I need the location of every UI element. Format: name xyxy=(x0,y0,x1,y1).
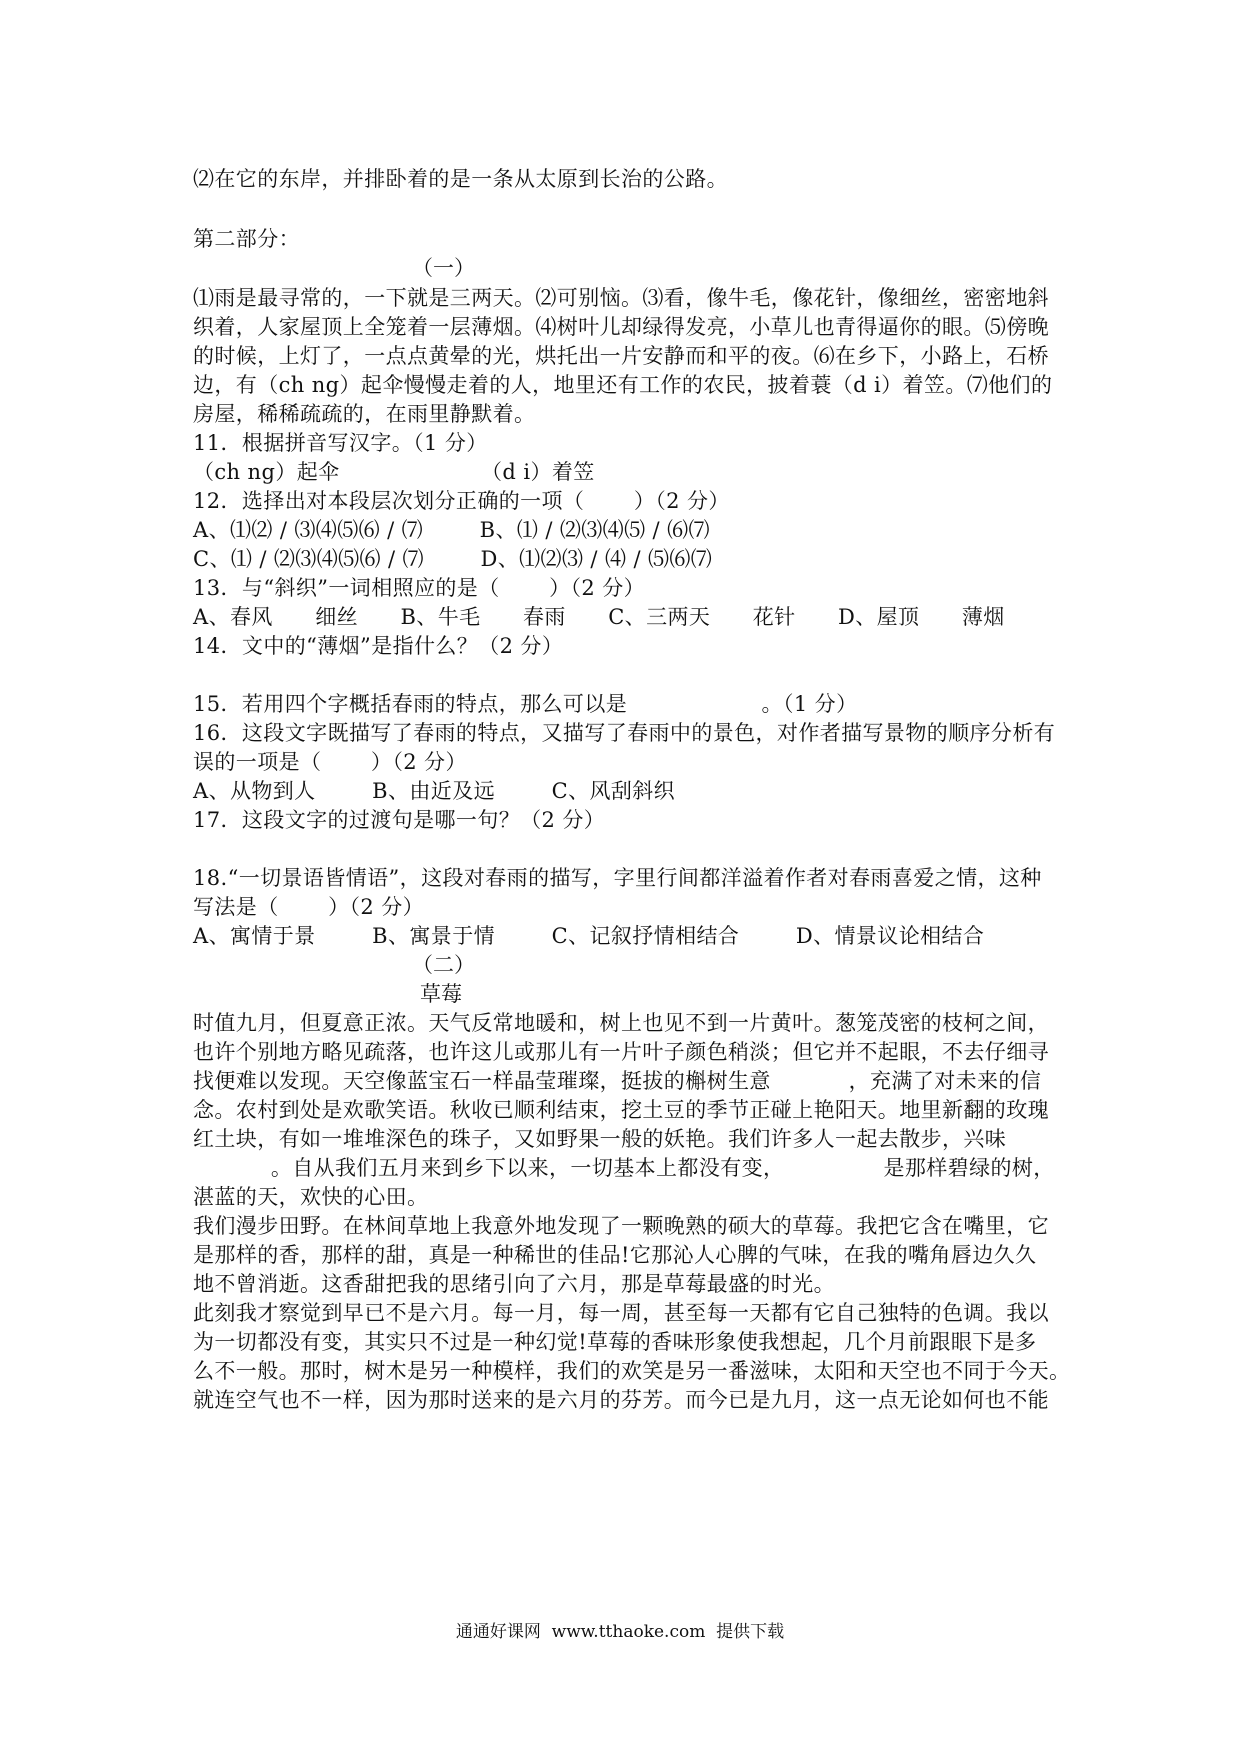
question-18-options: A、寓情于景 B、寓景于情 C、记叙抒情相结合 D、情景议论相结合 xyxy=(193,924,985,948)
question-13: 13．与“斜织”一词相照应的是（ ）（2 分） xyxy=(193,576,646,600)
question-16-cont: 误的一项是（ ）（2 分） xyxy=(193,750,467,774)
question-12: 12．选择出对本段层次划分正确的一项（ ）（2 分） xyxy=(193,489,730,513)
question-14: 14．文中的“薄烟”是指什么？（2 分） xyxy=(193,634,564,658)
passage-line: 红土块，有如一堆堆深色的珠子，又如野果一般的妖艳。我们许多人一起去散步，兴味 xyxy=(193,1127,1007,1151)
passage-line: 的时候，上灯了，一点点黄晕的光，烘托出一片安静而和平的夜。⑹在乡下，小路上，石桥 xyxy=(193,344,1049,368)
passage-line: 房屋，稀稀疏疏的，在雨里静默着。 xyxy=(193,402,536,426)
passage-line: 边，有（ch ng）起伞慢慢走着的人，地里还有工作的农民，披着蓑（d i）着笠。⑺他们的 xyxy=(193,373,1053,397)
question-16-options: A、从物到人 B、由近及远 C、风刮斜织 xyxy=(193,779,676,803)
question-15: 15．若用四个字概括春雨的特点，那么可以是 。（1 分） xyxy=(193,692,858,716)
passage-line: 念。农村到处是欢歌笑语。秋收已顺利结束，挖土豆的季节正碰上艳阳天。地里新翻的玫瑰 xyxy=(193,1098,1049,1122)
passage-line: 就连空气也不一样，因为那时送来的是六月的芬芳。而今已是九月，这一点无论如何也不能 xyxy=(193,1388,1049,1412)
passage-line: 是那样的香，那样的甜，真是一种稀世的佳品!它那沁人心脾的气味，在我的嘴角唇边久久 xyxy=(193,1243,1037,1267)
passage-line: 找便难以发现。天空像蓝宝石一样晶莹璀璨，挺拔的槲树生意 ，充满了对未来的信 xyxy=(193,1069,1042,1093)
subsection-heading: （一） xyxy=(412,256,475,280)
question-11: 11．根据拼音写汉字。（1 分） xyxy=(193,431,488,455)
question-12-options: A、⑴⑵ / ⑶⑷⑸⑹ / ⑺ B、⑴ / ⑵⑶⑷⑸ / ⑹⑺ xyxy=(193,518,710,542)
question-17: 17．这段文字的过渡句是哪一句？（2 分） xyxy=(193,808,606,832)
question-13-options: A、春风 细丝 B、牛毛 春雨 C、三两天 花针 D、屋顶 薄烟 xyxy=(193,605,1005,629)
passage-line: 湛蓝的天，欢快的心田。 xyxy=(193,1185,429,1209)
page-footer: 通通好课网 www.tthaoke.com 提供下载 xyxy=(455,1622,785,1642)
passage-line: 么不一般。那时，树木是另一种模样，我们的欢笑是另一番滋味，太阳和天空也不同于今天。 xyxy=(193,1359,1071,1383)
passage-line: ⑴雨是最寻常的，一下就是三两天。⑵可别恼。⑶看，像牛毛，像花针，像细丝，密密地斜 xyxy=(193,286,1049,310)
question-16: 16．这段文字既描写了春雨的特点，又描写了春雨中的景色，对作者描写景物的顺序分析有 xyxy=(193,721,1056,745)
passage-line: 地不曾消逝。这香甜把我的思绪引向了六月，那是草莓最盛的时光。 xyxy=(193,1272,835,1296)
section-heading: 第二部分： xyxy=(193,227,300,251)
passage-line: 。自从我们五月来到乡下以来，一切基本上都没有变， 是那样碧绿的树， xyxy=(193,1156,1055,1180)
passage-line: 此刻我才察觉到早已不是六月。每一月，每一周，甚至每一天都有它自己独特的色调。我以 xyxy=(193,1301,1049,1325)
question-12-options: C、⑴ / ⑵⑶⑷⑸⑹ / ⑺ D、⑴⑵⑶ / ⑷ / ⑸⑹⑺ xyxy=(193,547,713,571)
question-18-cont: 写法是（ ）（2 分） xyxy=(193,895,425,919)
text-line: ⑵在它的东岸，并排卧着的是一条从太原到长治的公路。 xyxy=(193,167,728,191)
passage-line: 我们漫步田野。在林间草地上我意外地发现了一颗晚熟的硕大的草莓。我把它含在嘴里，它 xyxy=(193,1214,1049,1238)
subsection-heading: （二） xyxy=(412,953,475,977)
question-18: 18.“一切景语皆情语”，这段对春雨的描写，字里行间都洋溢着作者对春雨喜爱之情，这种 xyxy=(193,866,1042,890)
passage-line: 为一切都没有变，其实只不过是一种幻觉!草莓的香味形象使我想起，几个月前跟眼下是多 xyxy=(193,1330,1037,1354)
question-11-items: （ch ng）起伞 （d i）着笠 xyxy=(193,460,595,484)
passage-line: 也许个别地方略见疏落，也许这儿或那儿有一片叶子颜色稍淡；但它并不起眼，不去仔细寻 xyxy=(193,1040,1049,1064)
passage-line: 时值九月，但夏意正浓。天气反常地暖和，树上也见不到一片黄叶。葱笼茂密的枝柯之间， xyxy=(193,1011,1049,1035)
passage-line: 织着，人家屋顶上全笼着一层薄烟。⑷树叶儿却绿得发亮，小草儿也青得逼你的眼。⑸傍晚 xyxy=(193,315,1049,339)
passage-title: 草莓 xyxy=(420,982,462,1006)
